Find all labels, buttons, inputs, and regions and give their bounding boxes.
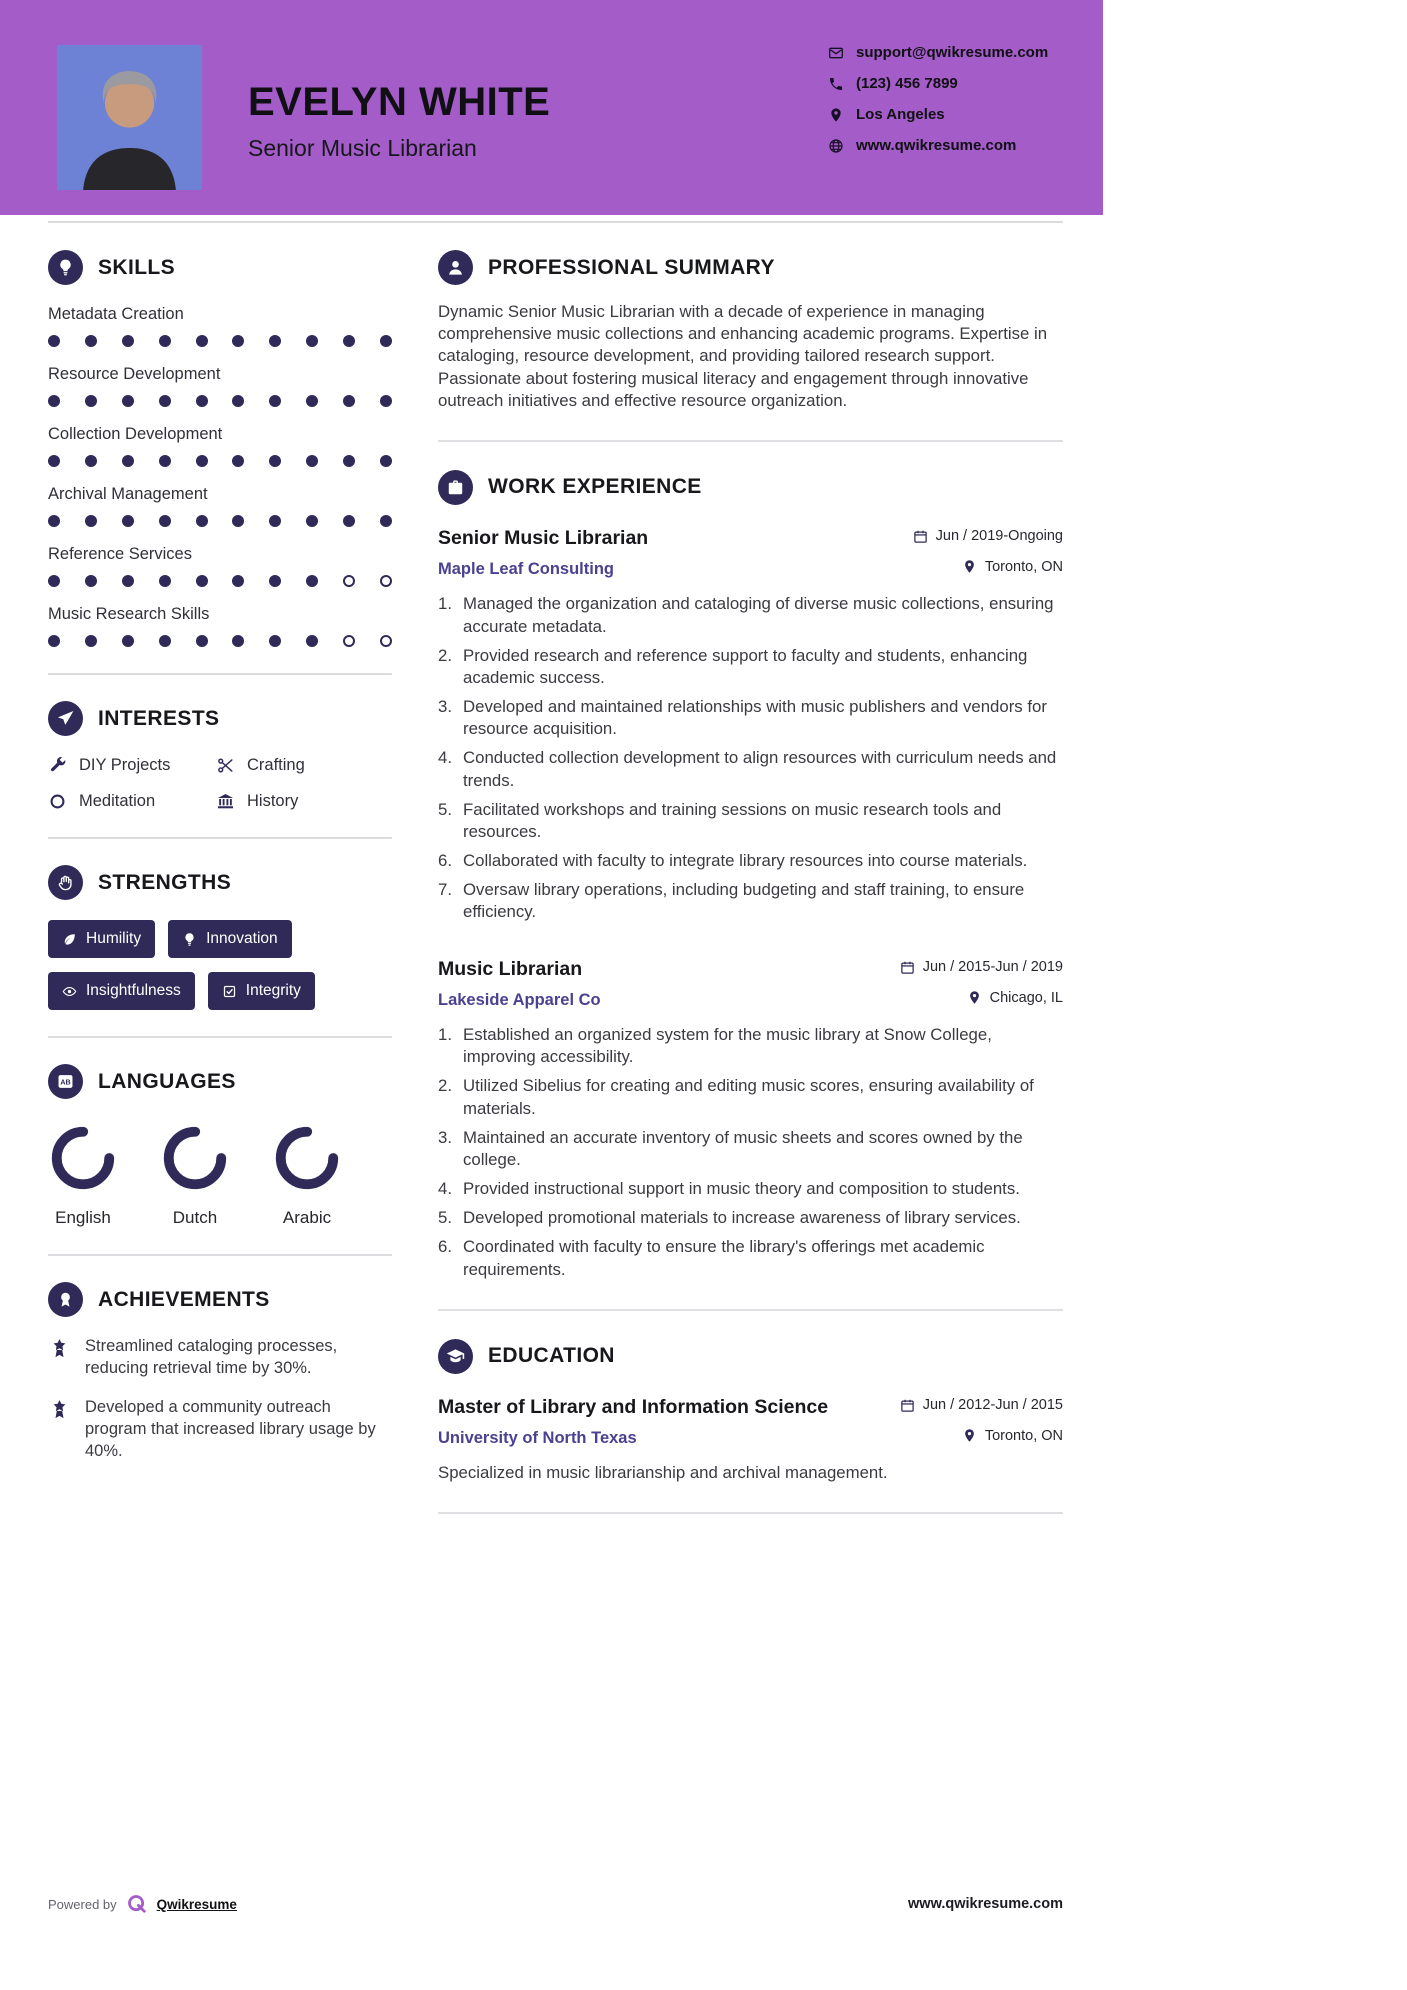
- pin-icon: [967, 990, 982, 1005]
- skill-rating: [48, 335, 392, 347]
- skill-dot-filled: [306, 395, 318, 407]
- skill-dot-filled: [343, 455, 355, 467]
- job-bullet: Conducted collection development to align resources with curriculum needs and trends.: [463, 748, 1057, 790]
- languages-heading: LANGUAGES: [98, 1069, 236, 1093]
- skill-dot-filled: [85, 395, 97, 407]
- leaf-icon: [62, 932, 77, 947]
- interest-label: Meditation: [79, 792, 156, 810]
- skill-name: Metadata Creation: [48, 305, 184, 323]
- skill-dot-filled: [269, 575, 281, 587]
- lightbulb-icon: [48, 250, 83, 285]
- strength-label: Insightfulness: [86, 982, 181, 999]
- job-bullet: Established an organized system for the music library at Snow College, improving accessibility.: [463, 1025, 992, 1067]
- paper-plane-icon: [48, 701, 83, 736]
- achievements-heading: ACHIEVEMENTS: [98, 1287, 270, 1311]
- skill-dot-filled: [196, 455, 208, 467]
- education-degree: Master of Library and Information Science: [438, 1395, 829, 1418]
- education-entry: [438, 1396, 1063, 1485]
- job-bullet: Collaborated with faculty to integrate library resources into course materials.: [463, 851, 1028, 871]
- skill-dot-filled: [85, 455, 97, 467]
- wrench-icon: [48, 756, 67, 775]
- skill-dot-filled: [196, 335, 208, 347]
- interest-label: Crafting: [247, 756, 305, 774]
- skill-dot-filled: [196, 515, 208, 527]
- header-divider: [48, 221, 1063, 223]
- job-location: Chicago, IL: [989, 989, 1063, 1006]
- pin-icon: [962, 559, 977, 574]
- skill-dot-empty: [380, 575, 392, 587]
- achievement-item: [48, 1335, 392, 1380]
- skill-dot-empty: [343, 575, 355, 587]
- skill-item: [48, 485, 392, 527]
- language-icon: [48, 1064, 83, 1099]
- job-entry: [438, 958, 1063, 1281]
- skill-name: Reference Services: [48, 545, 192, 563]
- skill-item: [48, 305, 392, 347]
- skill-dot-filled: [48, 635, 60, 647]
- language-level-arc: [272, 1123, 342, 1193]
- skill-name: Archival Management: [48, 485, 208, 503]
- skill-dot-filled: [232, 515, 244, 527]
- skill-dot-filled: [122, 635, 134, 647]
- section-divider: [48, 1036, 392, 1038]
- job-bullets: [438, 1024, 1063, 1281]
- strength-pill: [208, 972, 315, 1010]
- experience-section: [438, 470, 1063, 1281]
- skill-dot-empty: [343, 635, 355, 647]
- eye-icon: [62, 984, 77, 999]
- skill-dot-filled: [380, 395, 392, 407]
- skill-rating: [48, 455, 392, 467]
- email-icon: [828, 45, 844, 61]
- achievement-text: Streamlined cataloging processes, reducing retrieval time by 30%.: [85, 1337, 338, 1378]
- skill-dot-filled: [48, 335, 60, 347]
- job-bullet: Maintained an accurate inventory of music sheets and scores owned by the college.: [463, 1127, 1023, 1169]
- profile-photo: [57, 45, 202, 190]
- skill-dot-filled: [122, 515, 134, 527]
- section-divider: [48, 673, 392, 675]
- language-name: English: [55, 1208, 111, 1227]
- calendar-icon: [913, 529, 928, 544]
- section-divider: [48, 837, 392, 839]
- globe-icon: [828, 138, 844, 154]
- fist-icon: [48, 865, 83, 900]
- skill-dot-filled: [122, 455, 134, 467]
- lightbulb-icon: [182, 932, 197, 947]
- person-name: EVELYN WHITE: [248, 80, 551, 124]
- strength-pill: [168, 920, 292, 958]
- education-location: Toronto, ON: [984, 1427, 1063, 1444]
- footer-url[interactable]: www.qwikresume.com: [908, 1896, 1063, 1912]
- skill-dot-filled: [269, 335, 281, 347]
- skill-dot-filled: [196, 395, 208, 407]
- award-icon: [48, 1337, 71, 1380]
- skill-dot-filled: [159, 395, 171, 407]
- contact-text: www.qwikresume.com: [856, 137, 1017, 154]
- contact-text: support@qwikresume.com: [856, 44, 1049, 61]
- job-bullet: Provided research and reference support to faculty and students, enhancing academic success.: [463, 645, 1028, 687]
- skill-dot-filled: [159, 635, 171, 647]
- skill-dot-filled: [48, 455, 60, 467]
- scissors-icon: [216, 756, 235, 775]
- skill-dot-filled: [122, 575, 134, 587]
- museum-icon: [216, 792, 235, 811]
- job-company: Lakeside Apparel Co: [438, 991, 601, 1010]
- skills-heading: SKILLS: [98, 255, 176, 279]
- skill-dot-filled: [343, 515, 355, 527]
- header-band: [0, 0, 1103, 215]
- interest-label: History: [247, 792, 299, 810]
- section-divider: [438, 1512, 1063, 1514]
- job-bullet: Coordinated with faculty to ensure the library's offerings met academic requirements.: [463, 1237, 985, 1279]
- achievements-section: [48, 1282, 392, 1462]
- skill-dot-filled: [159, 335, 171, 347]
- skills-section: [48, 250, 392, 647]
- job-entry: [438, 527, 1063, 924]
- language-name: Dutch: [172, 1208, 218, 1227]
- skill-dot-filled: [85, 635, 97, 647]
- job-location: Toronto, ON: [984, 558, 1063, 575]
- job-bullet: Developed and maintained relationships with music publishers and vendors for resource acquisition.: [463, 697, 1047, 739]
- achievement-text: Developed a community outreach program that increased library usage by 40%.: [85, 1397, 376, 1461]
- check-square-icon: [222, 984, 237, 999]
- skill-dot-filled: [159, 455, 171, 467]
- job-bullet: Utilized Sibelius for creating and editing music scores, ensuring availability of materials.: [463, 1076, 1034, 1118]
- award-icon: [48, 1398, 71, 1463]
- skill-item: [48, 545, 392, 587]
- education-school: University of North Texas: [438, 1429, 637, 1448]
- calendar-icon: [900, 960, 915, 975]
- skill-dot-filled: [269, 635, 281, 647]
- education-note: Specialized in music librarianship and archival management.: [438, 1463, 888, 1483]
- skill-dot-filled: [306, 635, 318, 647]
- skill-dot-filled: [232, 395, 244, 407]
- skill-item: [48, 365, 392, 407]
- skill-name: Resource Development: [48, 365, 221, 383]
- section-divider: [438, 440, 1063, 442]
- strengths-heading: STRENGTHS: [98, 870, 232, 894]
- skill-dot-filled: [159, 515, 171, 527]
- contact-row: [828, 44, 1048, 61]
- skill-dot-empty: [380, 635, 392, 647]
- skill-dot-filled: [159, 575, 171, 587]
- skill-dot-filled: [85, 575, 97, 587]
- summary-text: Dynamic Senior Music Librarian with a decade of experience in managing comprehensive music collections and enhancing academic programs. Expertise in cataloging, resource development, and providing tailored research support. Passionate about fostering musical literacy and engagement through innovative outreach initiatives and effective resource organization.: [438, 302, 1048, 410]
- powered-by-label: Powered by: [48, 1896, 117, 1912]
- skill-dot-filled: [232, 455, 244, 467]
- graduation-icon: [438, 1339, 473, 1374]
- skill-dot-filled: [232, 635, 244, 647]
- language-item: [272, 1123, 342, 1228]
- strength-label: Innovation: [206, 930, 278, 947]
- skill-name: Music Research Skills: [48, 605, 210, 623]
- person-title: Senior Music Librarian: [248, 135, 477, 161]
- job-company: Maple Leaf Consulting: [438, 560, 615, 579]
- skill-name: Collection Development: [48, 425, 223, 443]
- interest-item: [48, 792, 216, 811]
- contact-row: [828, 137, 1048, 154]
- job-bullet: Facilitated workshops and training sessions on music research tools and resources.: [463, 799, 1002, 841]
- identity-block: [248, 80, 550, 162]
- contact-row: [828, 106, 1048, 123]
- strengths-section: [48, 865, 392, 1010]
- strength-label: Integrity: [245, 982, 301, 999]
- skill-dot-filled: [343, 395, 355, 407]
- skill-dot-filled: [380, 455, 392, 467]
- skill-dot-filled: [269, 395, 281, 407]
- skill-rating: [48, 575, 392, 587]
- skill-dot-filled: [196, 635, 208, 647]
- skill-rating: [48, 515, 392, 527]
- section-divider: [48, 1254, 392, 1256]
- job-bullets: [438, 593, 1063, 923]
- summary-section: [438, 250, 1063, 412]
- strength-pill: [48, 972, 195, 1010]
- skill-dot-filled: [269, 455, 281, 467]
- skill-dot-filled: [343, 335, 355, 347]
- location-icon: [828, 107, 844, 123]
- skill-dot-filled: [48, 395, 60, 407]
- skill-dot-filled: [306, 575, 318, 587]
- job-bullet: Oversaw library operations, including budgeting and staff training, to ensure efficiency.: [463, 880, 1025, 922]
- interests-heading: INTERESTS: [98, 706, 220, 730]
- job-date: Jun / 2019-Ongoing: [935, 528, 1063, 545]
- language-level-arc: [160, 1123, 230, 1193]
- qwikresume-link[interactable]: Qwikresume: [156, 1896, 237, 1912]
- language-item: [160, 1123, 230, 1228]
- education-section: [438, 1339, 1063, 1515]
- skill-dot-filled: [306, 515, 318, 527]
- skill-dot-filled: [122, 335, 134, 347]
- job-title: Senior Music Librarian: [438, 526, 649, 549]
- job-bullet: Developed promotional materials to increase awareness of library services.: [463, 1208, 1021, 1228]
- contact-text: Los Angeles: [856, 106, 945, 123]
- skill-dot-filled: [122, 395, 134, 407]
- skill-dot-filled: [306, 455, 318, 467]
- skill-dot-filled: [306, 335, 318, 347]
- skill-dot-filled: [232, 575, 244, 587]
- languages-section: [48, 1064, 392, 1228]
- job-bullet: Provided instructional support in music theory and composition to students.: [463, 1179, 1020, 1199]
- interests-section: [48, 701, 392, 811]
- skill-dot-filled: [380, 335, 392, 347]
- skill-rating: [48, 395, 392, 407]
- circle-icon: [48, 792, 67, 811]
- skill-dot-filled: [48, 575, 60, 587]
- skill-dot-filled: [232, 335, 244, 347]
- skill-dot-filled: [85, 515, 97, 527]
- achievement-item: [48, 1396, 392, 1463]
- section-divider: [438, 1309, 1063, 1311]
- education-date: Jun / 2012-Jun / 2015: [922, 1397, 1063, 1414]
- qwikresume-logo: [126, 1893, 148, 1915]
- contact-list: [828, 44, 1048, 168]
- interest-label: DIY Projects: [79, 756, 171, 774]
- phone-icon: [828, 76, 844, 92]
- language-level-arc: [48, 1123, 118, 1193]
- pin-icon: [962, 1428, 977, 1443]
- experience-heading: WORK EXPERIENCE: [488, 475, 702, 499]
- skill-dot-filled: [380, 515, 392, 527]
- skill-dot-filled: [48, 515, 60, 527]
- strength-label: Humility: [86, 930, 142, 947]
- interest-item: [216, 792, 392, 811]
- skill-item: [48, 605, 392, 647]
- calendar-icon: [900, 1398, 915, 1413]
- left-column: [48, 250, 392, 1478]
- job-title: Music Librarian: [438, 957, 583, 980]
- skill-dot-filled: [85, 335, 97, 347]
- svg-text:AB: AB: [60, 1078, 71, 1087]
- right-column: [438, 250, 1063, 1542]
- medal-icon: [48, 1282, 83, 1317]
- summary-heading: PROFESSIONAL SUMMARY: [488, 255, 775, 279]
- skill-item: [48, 425, 392, 467]
- interest-item: [216, 756, 392, 775]
- skill-dot-filled: [269, 515, 281, 527]
- contact-text: (123) 456 7899: [856, 75, 958, 92]
- skill-dot-filled: [196, 575, 208, 587]
- language-item: [48, 1123, 118, 1228]
- skill-rating: [48, 635, 392, 647]
- interest-item: [48, 756, 216, 775]
- contact-row: [828, 75, 1048, 92]
- page-footer: [48, 1893, 1063, 1915]
- language-name: Arabic: [282, 1208, 332, 1227]
- job-bullet: Managed the organization and cataloging of diverse music collections, ensuring accurate metadata.: [463, 594, 1054, 636]
- work-experience-icon: [438, 470, 473, 505]
- job-date: Jun / 2015-Jun / 2019: [922, 959, 1063, 976]
- person-icon: [438, 250, 473, 285]
- strength-pill: [48, 920, 155, 958]
- education-heading: EDUCATION: [488, 1344, 615, 1368]
